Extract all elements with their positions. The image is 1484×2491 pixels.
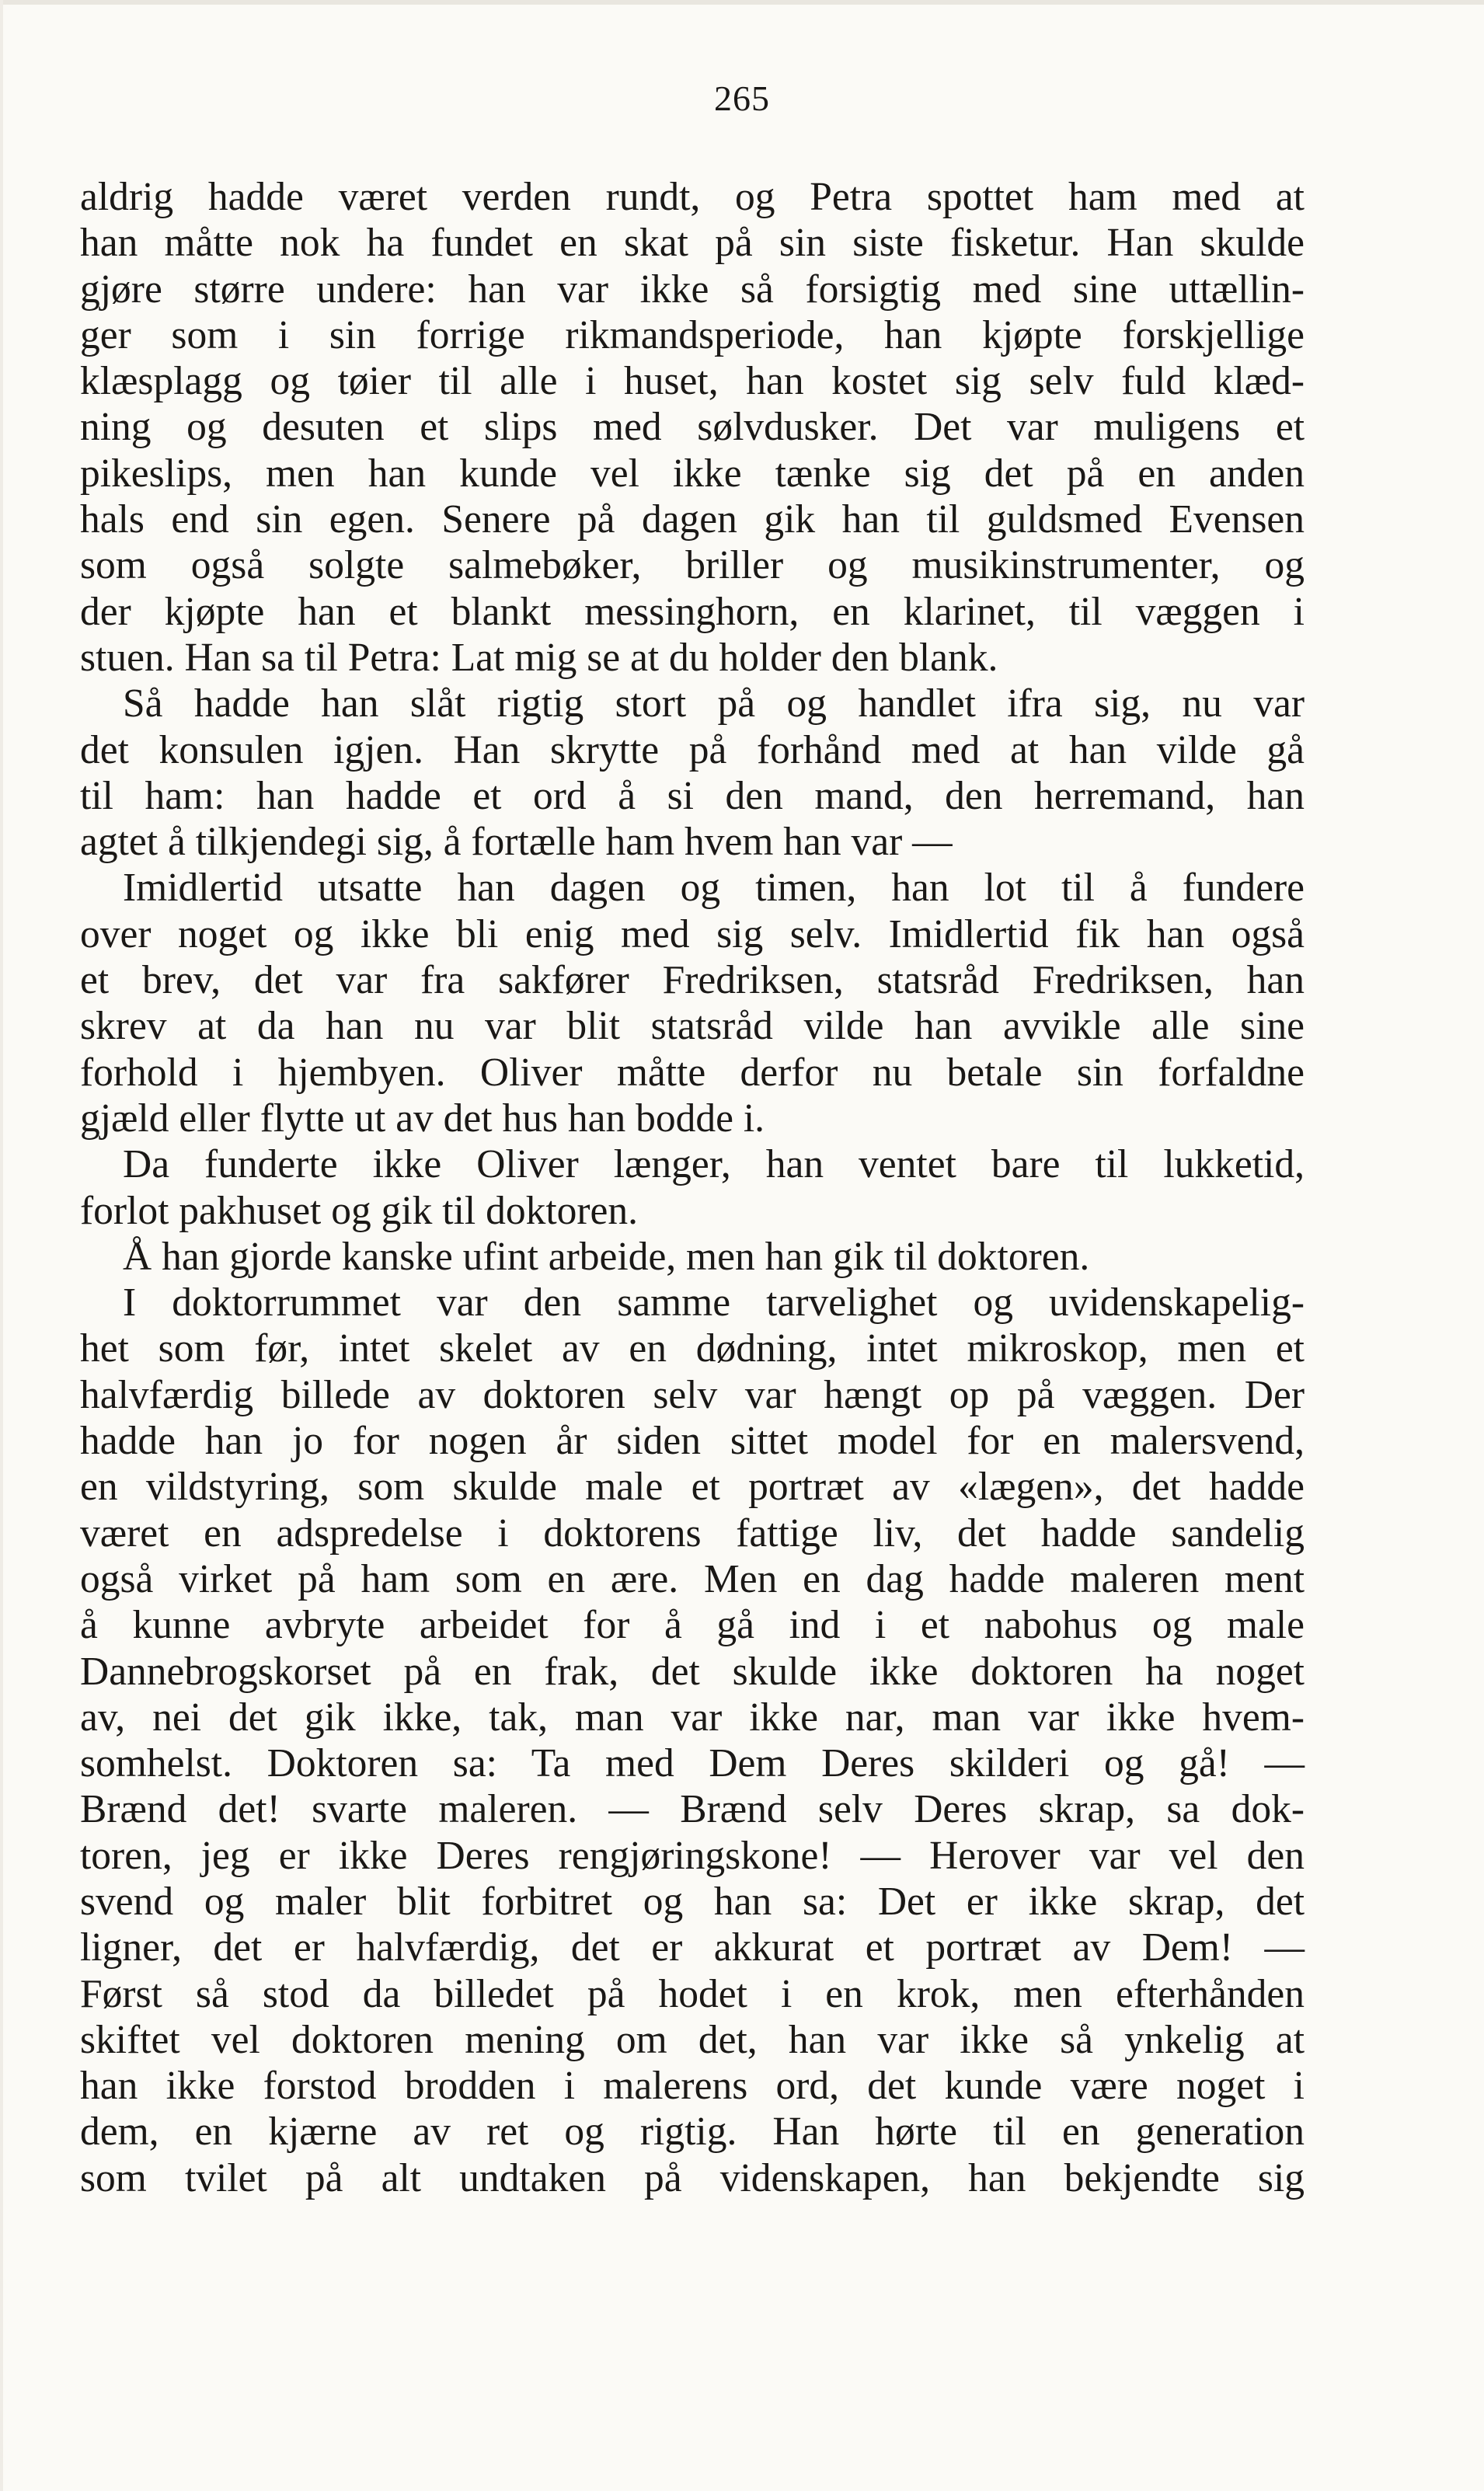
text-line: han ikke forstod brodden i malerens ord, det kunde være noget i <box>80 2064 1305 2109</box>
page-number: 265 <box>714 78 770 118</box>
text-line: Da funderte ikke Oliver længer, han ventet bare til lukketid, <box>123 1142 1305 1187</box>
text-line: skrev at da han nu var blit statsråd vilde han avvikle alle sine <box>80 1004 1305 1049</box>
text-line: hals end sin egen. Senere på dagen gik han til guldsmed Evensen <box>80 497 1305 542</box>
text-line: stuen. Han sa til Petra: Lat mig se at du holder den blank. <box>80 635 998 680</box>
text-line: aldrig hadde været verden rundt, og Petra spottet ham med at <box>80 175 1305 219</box>
text-line: skiftet vel doktoren mening om det, han var ikke så ynkelig at <box>80 2017 1305 2062</box>
text-line: klæsplagg og tøier til alle i huset, han kostet sig selv fuld klæd- <box>80 359 1305 404</box>
text-line: gjøre større undere: han var ikke så forsigtig med sine uttællin- <box>80 267 1305 312</box>
text-line: het som før, intet skelet av en dødning, intet mikroskop, men et <box>80 1326 1305 1371</box>
text-line: å kunne avbryte arbeidet for å gå ind i et nabohus og male <box>80 1603 1305 1648</box>
text-line: Brænd det! svarte maleren. — Brænd selv Deres skrap, sa dok- <box>80 1787 1305 1832</box>
text-line: som tvilet på alt undtaken på videnskapen, han bekjendte sig <box>80 2155 1305 2200</box>
text-line: et brev, det var fra sakfører Fredriksen, statsråd Fredriksen, han <box>80 958 1305 1003</box>
text-line: Dannebrogskorset på en frak, det skulde ikke doktoren ha noget <box>80 1649 1305 1694</box>
text-line: ning og desuten et slips med sølvdusker. Det var muligens et <box>80 405 1305 450</box>
page-top-edge <box>0 0 1484 5</box>
text-line: forhold i hjembyen. Oliver måtte derfor nu betale sin forfaldne <box>80 1050 1305 1095</box>
text-line: været en adspredelse i doktorens fattige liv, det hadde sandelig <box>80 1510 1305 1556</box>
text-line: som også solgte salmebøker, briller og musikinstrumenter, og <box>80 543 1305 588</box>
text-line: av, nei det gik ikke, tak, man var ikke nar, man var ikke hvem- <box>80 1695 1305 1740</box>
text-line: det konsulen igjen. Han skrytte på forhånd med at han vilde gå <box>80 727 1305 772</box>
text-line: halvfærdig billede av doktoren selv var hængt op på væggen. Der <box>80 1372 1305 1417</box>
text-line: der kjøpte han et blankt messinghorn, en klarinet, til væggen i <box>80 589 1305 634</box>
text-line: pikeslips, men han kunde vel ikke tænke sig det på en anden <box>80 451 1305 496</box>
text-line: forlot pakhuset og gik til doktoren. <box>80 1188 639 1233</box>
text-line: I doktorrummet var den samme tarvelighet og uvidenskapelig- <box>123 1280 1305 1326</box>
text-line: dem, en kjærne av ret og rigtig. Han hørte til en generation <box>80 2110 1305 2155</box>
text-line: over noget og ikke bli enig med sig selv. Imidlertid fik han også <box>80 911 1305 956</box>
text-line: somhelst. Doktoren sa: Ta med Dem Deres skilderi og gå! — <box>80 1741 1305 1786</box>
page-left-edge <box>0 0 3 2491</box>
text-line: agtet å tilkjendegi sig, å fortælle ham hvem han var — <box>80 820 953 865</box>
text-line: Så hadde han slåt rigtig stort på og handlet ifra sig, nu var <box>123 681 1305 726</box>
text-line: han måtte nok ha fundet en skat på sin siste fisketur. Han skulde <box>80 221 1305 266</box>
text-line: ger som i sin forrige rikmandsperiode, han kjøpte forskjellige <box>80 312 1305 357</box>
text-line: en vildstyring, som skulde male et portræt av «lægen», det hadde <box>80 1465 1305 1510</box>
text-line: Å han gjorde kanske ufint arbeide, men han gik til doktoren. <box>123 1234 1090 1279</box>
text-line: gjæld eller flytte ut av det hus han bodde i. <box>80 1096 765 1141</box>
text-line: hadde han jo for nogen år siden sittet model for en malersvend, <box>80 1419 1305 1464</box>
text-line: toren, jeg er ikke Deres rengjøringskone! — Herover var vel den <box>80 1833 1305 1878</box>
text-line: Imidlertid utsatte han dagen og timen, han lot til å fundere <box>123 866 1305 911</box>
text-line: også virket på ham som en ære. Men en dag hadde maleren ment <box>80 1556 1305 1601</box>
text-line: til ham: han hadde et ord å si den mand, den herremand, han <box>80 773 1305 818</box>
text-line: svend og maler blit forbitret og han sa: Det er ikke skrap, det <box>80 1879 1305 1924</box>
text-line: ligner, det er halvfærdig, det er akkurat et portræt av Dem! — <box>80 1925 1305 1970</box>
text-line: Først så stod da billedet på hodet i en krok, men efterhånden <box>80 1971 1305 2016</box>
body-text <box>80 174 1305 2201</box>
